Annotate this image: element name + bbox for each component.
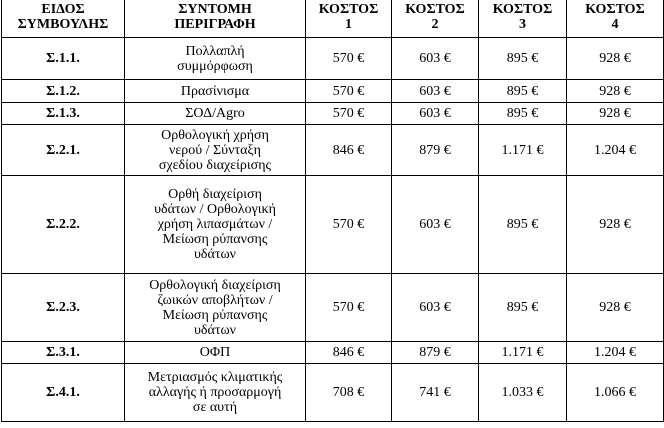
cost-4-cell: 928 € [567,274,664,342]
cost-4-cell: 928 € [567,38,664,80]
advice-code-cell: Σ.2.1. [2,125,125,176]
header-cost-4 [567,0,664,38]
description-line: Ορθή διαχείριση [168,187,262,202]
table-body [2,38,664,422]
cost-1-cell: 570 € [306,38,392,80]
cost-1-cell: 570 € [306,103,392,125]
description-line: αλλαγής ή προσαρμογή [148,385,282,400]
advisory-cost-table [1,0,664,422]
description-cell [125,125,306,176]
description-line: υδάτων [193,247,237,262]
description-line: Μείωση ρύπανσης [162,307,268,323]
description-line: Πολλαπλή [185,43,245,59]
header-short-description [125,0,306,38]
header-line: ΣΥΝΤΟΜΗ [178,2,252,17]
description-line: ΣΟΔ/Agro [185,106,245,121]
header-line: ΚΟΣΤΟΣ [492,2,553,17]
cost-2-cell: 603 € [392,38,479,80]
description-line: συμμόρφωση [177,58,253,74]
description-line: σχεδίου διαχείρισης [158,157,272,173]
cost-4-cell: 928 € [567,103,664,125]
table-row [2,80,664,103]
table-row [2,274,664,342]
cost-1-cell: 846 € [306,342,392,364]
cost-4-cell: 928 € [567,80,664,103]
header-line: ΠΕΡΙΓΡΑΦΗ [174,17,256,32]
table-row [2,103,664,125]
header-line: 1 [345,17,352,32]
cost-1-cell: 570 € [306,80,392,103]
header-line: ΣΥΜΒΟΥΛΗΣ [17,17,109,32]
description-line: Πρασίνισμα [180,83,250,99]
header-line: ΚΟΣΤΟΣ [318,2,379,17]
advice-code-cell: Σ.3.1. [2,342,125,364]
description-line: Μείωση ρύπανσης [162,232,268,247]
description-cell [125,364,306,422]
cost-2-cell: 741 € [392,364,479,422]
header-cost-2 [392,0,479,38]
description-cell [125,103,306,125]
header-advice-type [2,0,125,38]
description-line: ζωικών αποβλήτων / [157,292,273,308]
advice-code-cell: Σ.1.2. [2,80,125,103]
cost-3-cell: 1.171 € [479,342,567,364]
cost-2-cell: 603 € [392,103,479,125]
cost-2-cell: 603 € [392,274,479,342]
table-row [2,342,664,364]
description-cell [125,176,306,274]
cost-3-cell: 895 € [479,103,567,125]
description-cell [125,80,306,103]
cost-1-cell: 846 € [306,125,392,176]
description-line: Ορθολογική χρήση [161,127,269,143]
header-line: 3 [519,17,526,32]
cost-3-cell: 895 € [479,80,567,103]
table-row [2,38,664,80]
cost-3-cell: 1.033 € [479,364,567,422]
cost-3-cell: 895 € [479,38,567,80]
description-line: σε αυτή [192,400,238,415]
cost-2-cell: 879 € [392,125,479,176]
description-line: χρήση λιπασμάτων / [157,217,273,232]
advice-code-cell: Σ.1.1. [2,38,125,80]
cost-1-cell: 570 € [306,274,392,342]
cost-3-cell: 895 € [479,176,567,274]
description-line: υδάτων / Ορθολογική [154,202,276,217]
cost-2-cell: 879 € [392,342,479,364]
table-row [2,125,664,176]
description-line: Ορθολογική διαχείριση [149,277,281,293]
cost-4-cell: 928 € [567,176,664,274]
advice-code-cell: Σ.2.2. [2,176,125,274]
header-row [2,0,664,38]
table-row [2,364,664,422]
cost-3-cell: 895 € [479,274,567,342]
header-line: ΕΙΔΟΣ [41,2,85,17]
description-line: Μετριασμός κλιματικής [147,370,283,385]
description-cell [125,38,306,80]
cost-3-cell: 1.171 € [479,125,567,176]
description-cell [125,274,306,342]
description-cell [125,342,306,364]
description-line: ΟΦΠ [199,345,231,360]
cost-1-cell: 708 € [306,364,392,422]
table-row [2,176,664,274]
advice-code-cell: Σ.1.3. [2,103,125,125]
cost-1-cell: 570 € [306,176,392,274]
header-line: 2 [431,17,439,32]
header-line: ΚΟΣΤΟΣ [585,2,645,17]
header-cost-1 [306,0,392,38]
advice-code-cell: Σ.2.3. [2,274,125,342]
header-line: ΚΟΣΤΟΣ [405,2,465,17]
cost-4-cell: 1.204 € [567,125,664,176]
cost-2-cell: 603 € [392,176,479,274]
header-cost-3 [479,0,567,38]
cost-4-cell: 1.066 € [567,364,664,422]
advice-code-cell: Σ.4.1. [2,364,125,422]
description-line: υδάτων [193,322,237,338]
description-line: νερού / Σύνταξη [169,142,261,158]
cost-4-cell: 1.204 € [567,342,664,364]
cost-2-cell: 603 € [392,80,479,103]
header-line: 4 [611,17,619,32]
